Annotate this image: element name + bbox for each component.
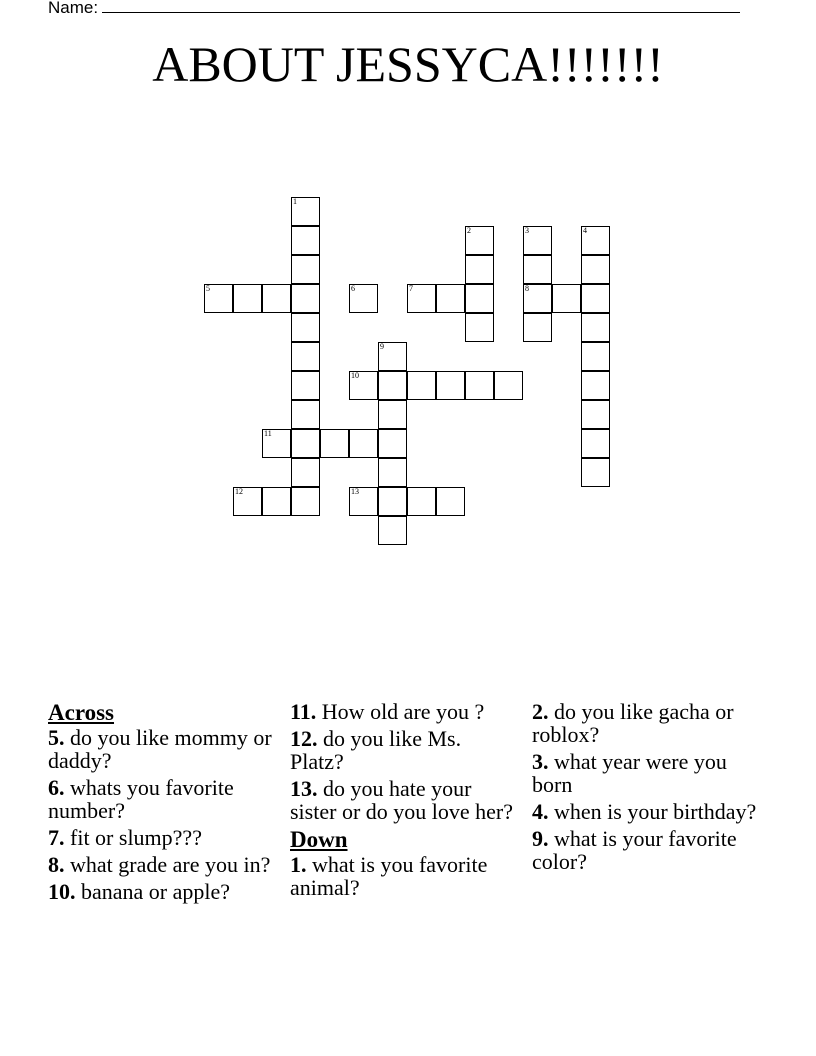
clue-item — [532, 827, 762, 873]
clue-number-label: 7. — [48, 825, 65, 850]
clue-number: 1 — [293, 197, 297, 206]
crossword-cell[interactable] — [291, 226, 320, 255]
clue-number-label: 8. — [48, 852, 65, 877]
clue-item — [48, 880, 278, 903]
clue-number: 2 — [467, 226, 471, 235]
clue-text: what is your favorite color? — [532, 826, 737, 874]
crossword-cell[interactable] — [291, 458, 320, 487]
clue-text: when is your birthday? — [548, 799, 757, 824]
crossword-cell[interactable] — [378, 516, 407, 545]
crossword-cell[interactable] — [349, 429, 378, 458]
clue-number: 8 — [525, 284, 529, 293]
crossword-cell[interactable] — [465, 255, 494, 284]
crossword-cell[interactable] — [320, 429, 349, 458]
crossword-cell[interactable] — [465, 313, 494, 342]
clue-number: 11 — [264, 429, 272, 438]
crossword-cell[interactable] — [349, 284, 378, 313]
crossword-cell[interactable] — [494, 371, 523, 400]
clue-text: do you hate your sister or do you love her? — [290, 776, 513, 824]
clue-number: 3 — [525, 226, 529, 235]
crossword-cell[interactable] — [291, 429, 320, 458]
crossword-cell[interactable] — [349, 487, 378, 516]
crossword-cell[interactable] — [436, 284, 465, 313]
clue-number: 6 — [351, 284, 355, 293]
crossword-cell[interactable] — [523, 226, 552, 255]
crossword-cell[interactable] — [436, 371, 465, 400]
crossword-cell[interactable] — [291, 342, 320, 371]
clue-number-label: 13. — [290, 776, 318, 801]
clue-text: fit or slump??? — [64, 825, 202, 850]
clue-text: what year were you born — [532, 749, 727, 797]
clue-item — [48, 776, 278, 822]
crossword-cell[interactable] — [291, 313, 320, 342]
crossword-cell[interactable] — [581, 284, 610, 313]
crossword-cell[interactable] — [465, 284, 494, 313]
clue-number: 12 — [235, 487, 243, 496]
crossword-cell[interactable] — [378, 400, 407, 429]
crossword-cell[interactable] — [581, 458, 610, 487]
clue-number: 7 — [409, 284, 413, 293]
page-title: ABOUT JESSYCA!!!!!!! — [152, 36, 664, 92]
crossword-cell[interactable] — [378, 371, 407, 400]
crossword-cell[interactable] — [291, 487, 320, 516]
clue-item — [48, 826, 278, 849]
clue-number-label: 10. — [48, 879, 76, 904]
clue-number-label: 9. — [532, 826, 549, 851]
clue-text: banana or apple? — [75, 879, 231, 904]
clue-number: 4 — [583, 226, 587, 235]
clue-number-label: 11. — [290, 699, 317, 724]
clue-number: 13 — [351, 487, 359, 496]
clue-number-label: 6. — [48, 775, 65, 800]
clue-number-label: 12. — [290, 726, 318, 751]
crossword-cell[interactable] — [436, 487, 465, 516]
crossword-cell[interactable] — [465, 371, 494, 400]
clue-column-2 — [290, 700, 520, 903]
clue-text: How old are you ? — [316, 699, 485, 724]
clue-text: whats you favorite number? — [48, 775, 234, 823]
clue-column-1 — [48, 700, 278, 907]
crossword-cell[interactable] — [291, 284, 320, 313]
crossword-cell[interactable] — [378, 429, 407, 458]
clue-number: 9 — [380, 342, 384, 351]
crossword-cell[interactable] — [262, 429, 291, 458]
clue-text: what is you favorite animal? — [290, 852, 488, 900]
clue-number-label: 2. — [532, 699, 549, 724]
clue-item — [532, 800, 762, 823]
clue-item — [290, 727, 520, 773]
clue-item — [532, 750, 762, 796]
crossword-cell[interactable] — [465, 226, 494, 255]
crossword-cell[interactable] — [523, 313, 552, 342]
crossword-cell[interactable] — [378, 458, 407, 487]
crossword-cell[interactable] — [581, 400, 610, 429]
clue-text: do you like mommy or daddy? — [48, 725, 272, 773]
clue-number: 10 — [351, 371, 359, 380]
crossword-cell[interactable] — [581, 255, 610, 284]
crossword-cell[interactable] — [552, 284, 581, 313]
clue-item — [532, 700, 762, 746]
crossword-cell[interactable] — [204, 284, 233, 313]
clue-item — [290, 853, 520, 899]
crossword-cell[interactable] — [523, 255, 552, 284]
crossword-cell[interactable] — [407, 284, 436, 313]
clue-item — [48, 853, 278, 876]
clue-item — [290, 777, 520, 823]
down-heading: Down — [290, 827, 348, 852]
across-heading: Across — [48, 700, 115, 725]
name-label: Name: — [48, 0, 99, 17]
crossword-cell[interactable] — [581, 371, 610, 400]
crossword-cell[interactable] — [291, 197, 320, 226]
crossword-cell[interactable] — [291, 400, 320, 429]
clue-number-label: 4. — [532, 799, 549, 824]
clue-number-label: 5. — [48, 725, 65, 750]
crossword-cell[interactable] — [407, 371, 436, 400]
crossword-cell[interactable] — [233, 487, 262, 516]
crossword-cell[interactable] — [233, 284, 262, 313]
clue-number-label: 3. — [532, 749, 549, 774]
crossword-cell[interactable] — [581, 429, 610, 458]
crossword-cell[interactable] — [407, 487, 436, 516]
crossword-cell[interactable] — [262, 487, 291, 516]
crossword-cell[interactable] — [291, 255, 320, 284]
clue-text: do you like Ms. Platz? — [290, 726, 462, 774]
crossword-cell[interactable] — [581, 226, 610, 255]
crossword-cell[interactable] — [349, 371, 378, 400]
clue-column-3 — [532, 700, 762, 877]
crossword-cell[interactable] — [291, 371, 320, 400]
clue-text: what grade are you in? — [64, 852, 271, 877]
crossword-cell[interactable] — [581, 313, 610, 342]
crossword-cell[interactable] — [523, 284, 552, 313]
crossword-cell[interactable] — [378, 342, 407, 371]
clue-text: do you like gacha or roblox? — [532, 699, 734, 747]
clue-item — [48, 726, 278, 772]
crossword-cell[interactable] — [262, 284, 291, 313]
clue-number: 5 — [206, 284, 210, 293]
crossword-cell[interactable] — [378, 487, 407, 516]
clue-number-label: 1. — [290, 852, 307, 877]
crossword-cell[interactable] — [581, 342, 610, 371]
clue-item — [290, 700, 520, 723]
